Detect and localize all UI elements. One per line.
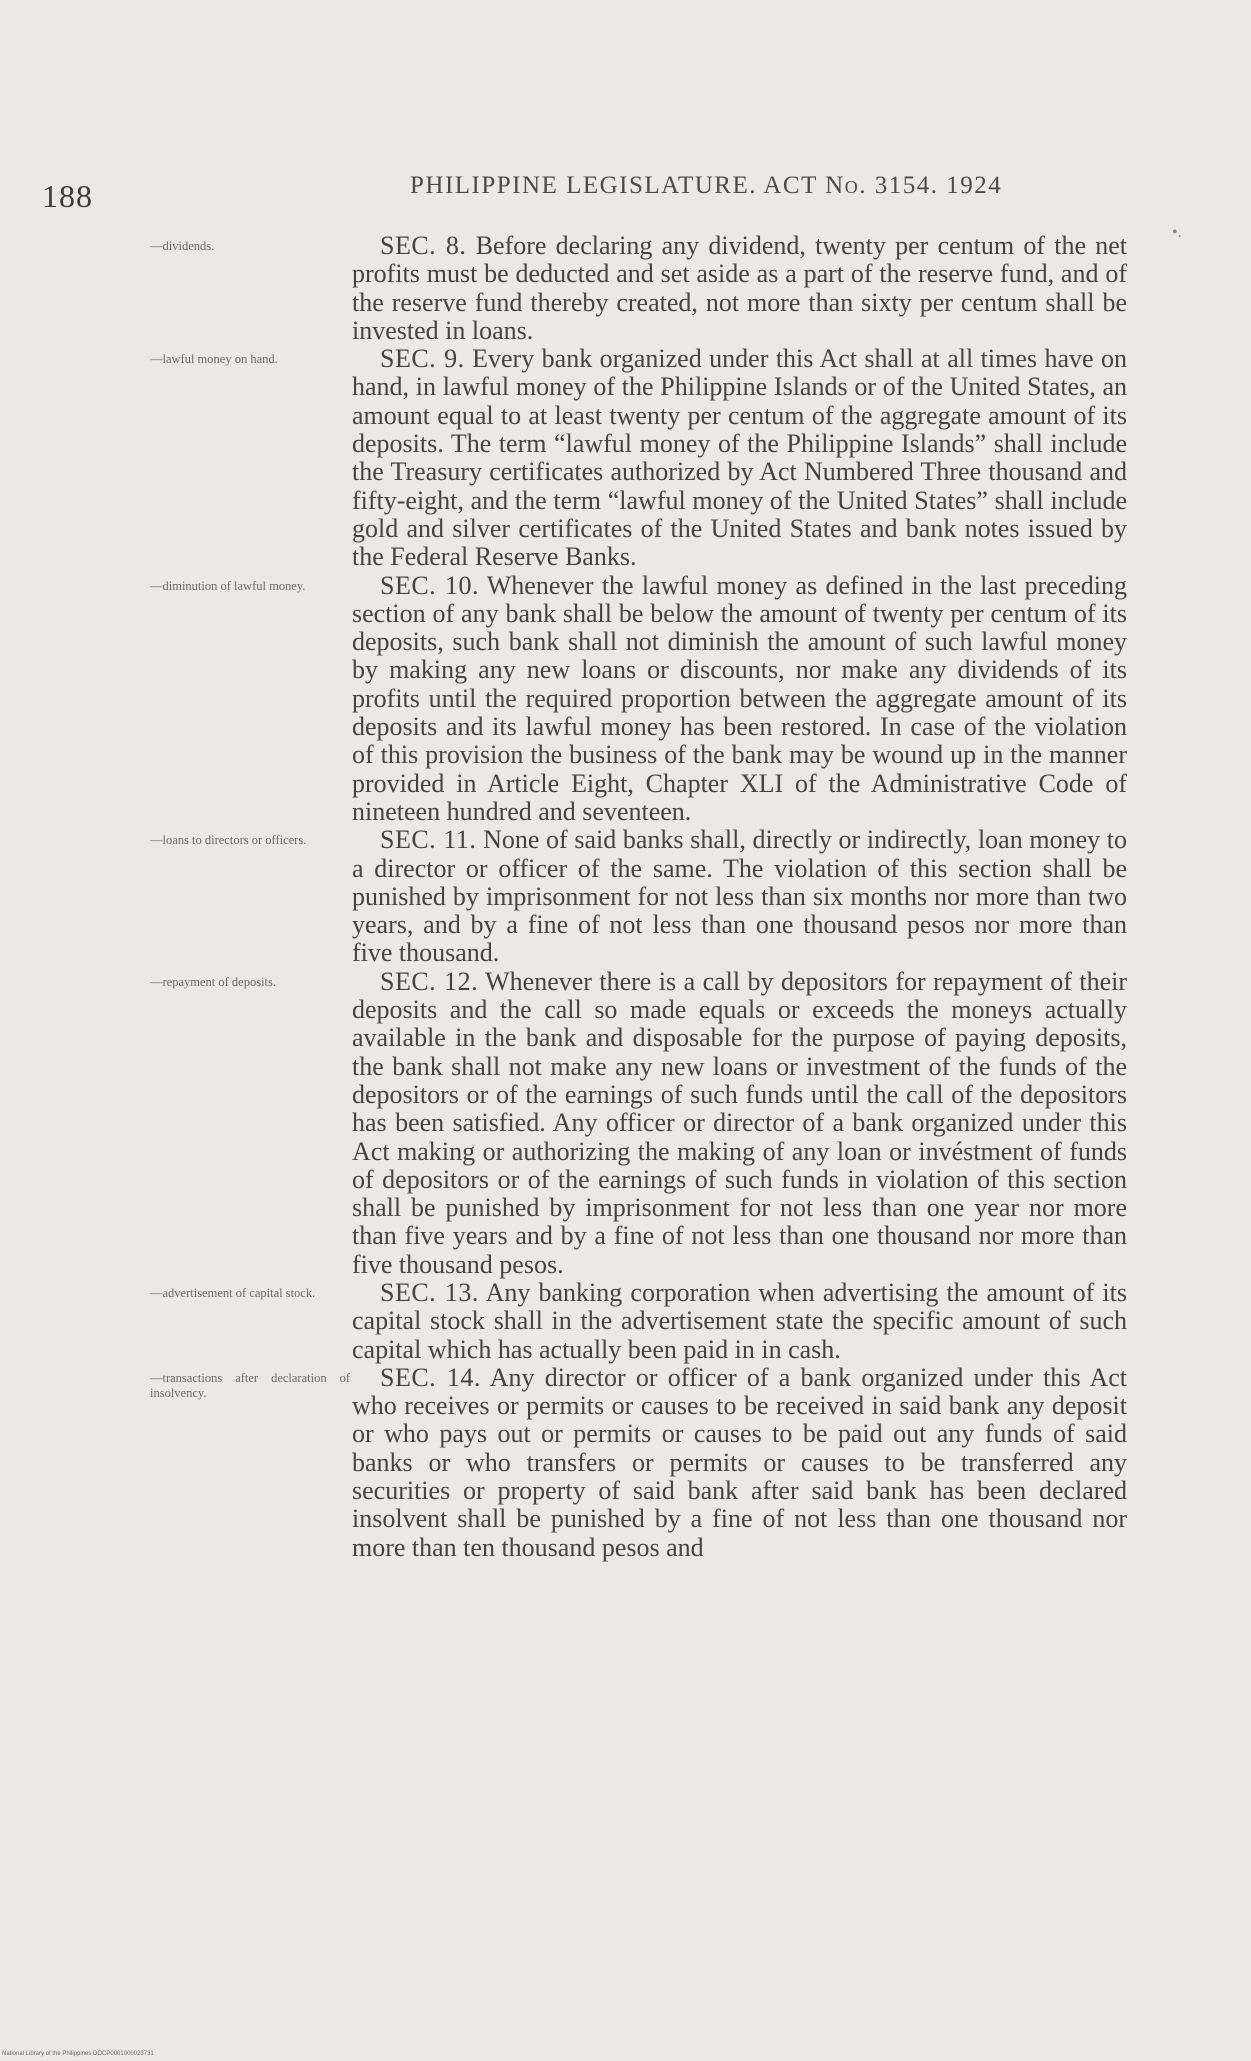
section-14-body bbox=[352, 1364, 1127, 1562]
marginal-note-lawful-money: —lawful money on hand. bbox=[150, 352, 278, 367]
section-13 bbox=[0, 1279, 1251, 1364]
marginal-note-dividends: —dividends. bbox=[150, 239, 215, 253]
section-11 bbox=[0, 826, 1251, 967]
section-9-body bbox=[352, 345, 1127, 571]
section-13-text: Any banking corporation when advertising the amount of its capital stock shall in the advertisement state the specific amount of such capital which has actually been paid in in cash. bbox=[352, 1277, 1127, 1364]
section-8-body bbox=[352, 232, 1127, 345]
section-8-text: Before declaring any dividend, twenty per centum of the net profits must be deducted and set aside as a part of the reserve fund, and of the reserve fund thereby created, not more than sixty per centum shall be invested in loans. bbox=[352, 231, 1128, 345]
section-11-body bbox=[352, 826, 1127, 967]
section-10-text: Whenever the lawful money as defined in the last preceding section of any bank shall be below the amount of twenty per centum of its deposits, such bank shall not diminish the amount of such lawful money by making any new loans or discounts, nor make any dividends of its profits until the required proportion between the aggregate amount of its deposits and its lawful money has been restored. In case of the violation of this provision the business of the bank may be wound up in the manner provided in Article Eight, Chapter XLI of the Administrative Code of nineteen hundred and seventeen. bbox=[352, 570, 1128, 826]
marginal-note-loans: —loans to directors or officers. bbox=[150, 833, 307, 848]
marginal-note-repayment: —repayment of deposits. bbox=[150, 974, 277, 989]
footer-credit: National Library of the Philippines DOCP0001000023731 bbox=[2, 2051, 154, 2057]
section-10-label: SEC. 10. bbox=[380, 570, 479, 600]
section-10 bbox=[0, 572, 1251, 827]
section-8 bbox=[0, 232, 1251, 345]
section-10-body bbox=[352, 572, 1127, 827]
section-14-text: Any director or officer of a bank organized under this Act who receives or permits or causes to be received in said bank any deposit or who pays out or permits or causes to be paid out any funds of said banks or who transfers or permits or causes to be transferred any securities or property of said bank after said bank has been declared insolvent shall be punished by a fine of not less than one thousand nor more than ten thousand pesos and bbox=[352, 1362, 1127, 1562]
marginal-note-advertisement: —advertisement of capital stock. bbox=[150, 1285, 316, 1300]
marginal-note-diminution: —diminution of lawful money. bbox=[150, 578, 306, 593]
running-head: PHILIPPINE LEGISLATURE. ACT No. 3154. 1924 bbox=[410, 172, 1003, 199]
page-number: 188 bbox=[42, 178, 93, 214]
section-12-text: Whenever there is a call by depositors for repayment of their deposits and the call so made equals or exceeds the moneys actually available in the bank and disposable for the purpose of paying deposits, the bank shall not make any new loans or investment of the funds of the depositors or of the earnings of such funds until the call of the depositors has been satisfied. Any officer or director of a bank organized under this Act making or authorizing the making of any loan or invéstment of funds of depositors or of the earnings of such funds in violation of this section shall be punished by imprisonment for not less than one year nor more than five years and by a fine of not less than one thousand nor more than five thousand pesos. bbox=[352, 966, 1128, 1279]
marginal-note-transactions: —transactions after declaration of insolvency. bbox=[150, 1370, 350, 1400]
section-13-body bbox=[352, 1279, 1127, 1364]
section-13-label: SEC. 13. bbox=[380, 1277, 479, 1307]
section-14-label: SEC. 14. bbox=[380, 1362, 481, 1392]
section-14 bbox=[0, 1364, 1251, 1562]
section-11-text: None of said banks shall, directly or indirectly, loan money to a director or officer of the same. The violation of this section shall be punished by imprisonment for not less than six months nor more than two years, and by a fine of not less than one thousand pesos nor more than five thousand. bbox=[352, 825, 1128, 968]
section-12-body bbox=[352, 968, 1127, 1279]
section-9-text: Every bank organized under this Act shall at all times have on hand, in lawful money of the Philippine Islands or of the United States, an amount equal to at least twenty per centum of the aggregate amount of its deposits. The term “lawful money of the Philippine Islands” shall include the Treasury certificates authorized by Act Numbered Three thousand and fifty-eight, and the term “lawful money of the United States” shall include gold and silver certificates of the United States and bank notes issued by the Federal Reserve Banks. bbox=[352, 344, 1128, 572]
section-9-label: SEC. 9. bbox=[380, 344, 465, 374]
section-9 bbox=[0, 345, 1251, 571]
section-12-label: SEC. 12. bbox=[380, 966, 479, 996]
section-8-label: SEC. 8. bbox=[380, 231, 467, 260]
body-text bbox=[0, 232, 1251, 1562]
corner-mark: •. bbox=[1172, 224, 1182, 241]
section-11-label: SEC. 11. bbox=[380, 825, 477, 855]
section-12 bbox=[0, 968, 1251, 1279]
